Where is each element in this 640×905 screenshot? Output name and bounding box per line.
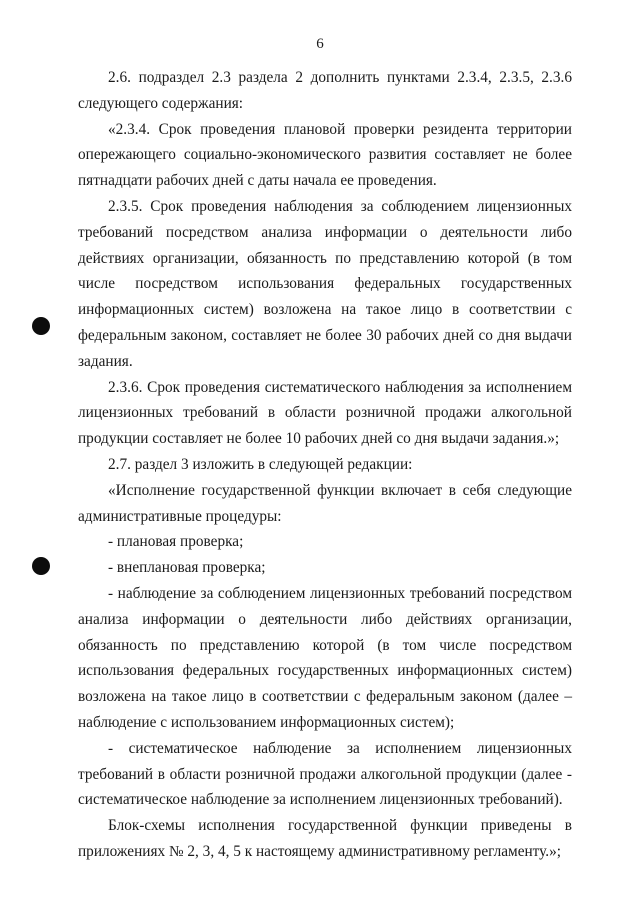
paragraph-procedures-intro: «Исполнение государственной функции включает в себя следующие административные процедуры: [78,481,572,525]
document-body [78,65,572,865]
list-item-unplanned-inspection: - внеплановая проверка; [108,559,266,577]
paragraph-2-3-5: 2.3.5. Срок проведения наблюдения за соблюдением лицензионных требований посредством анализа информации о деятельности либо действиях организации, обязанность по представлению которой (в том числе посредством использования федеральных государственных информационных систем) возложена на такое лицо в соответствии с федеральным законом, составляет не более 30 рабочих дней со дня выдачи задания. [78,197,572,370]
paragraph-flowcharts: Блок-схемы исполнения государственной функции приведены в приложениях № 2, 3, 4, 5 к настоящему административному регламенту.»; [78,817,572,860]
paragraph-2-6: 2.6. подраздел 2.3 раздела 2 дополнить пунктами 2.3.4, 2.3.5, 2.3.6 следующего содержания: [78,69,572,112]
list-item-planned-inspection: - плановая проверка; [108,533,244,551]
paragraph-2-3-4: «2.3.4. Срок проведения плановой проверки резидента территории опережающего социально-экономического развития составляет не более пятнадцати рабочих дней с даты начала ее проведения. [78,120,572,190]
paragraph-2-7: 2.7. раздел 3 изложить в следующей редакции: [108,455,413,473]
punch-hole-mark [32,317,50,335]
list-item-systematic-observation: - систематическое наблюдение за исполнением лицензионных требований в области розничной продажи алкогольной продукции (далее - систематическое наблюдение за исполнением лицензионных требований). [78,739,572,809]
punch-hole-mark [32,557,50,575]
list-item-observation-info-systems: - наблюдение за соблюдением лицензионных требований посредством анализа информации о деятельности либо действиях организации, обязанность по представлению которой (в том числе посредством использования федеральных государственных информационных систем) возложена на такое лицо в соответствии с федеральным законом (далее – наблюдение с использованием информационных систем); [78,584,572,731]
page-number: 6 [316,36,324,52]
paragraph-2-3-6: 2.3.6. Срок проведения систематического наблюдения за исполнением лицензионных требований в области розничной продажи алкогольной продукции составляет не более 10 рабочих дней со дня выдачи задания.»; [78,378,572,448]
